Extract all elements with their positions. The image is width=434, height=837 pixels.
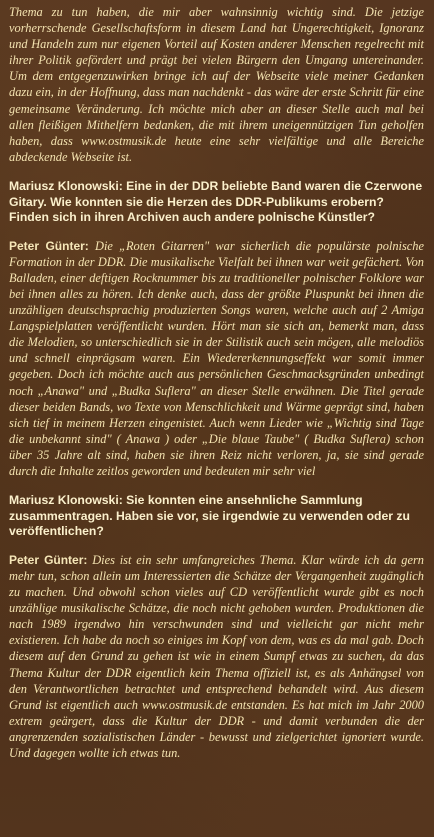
question-2: Mariusz Klonowski: Sie konnten eine ansehnliche Sammlung zusammentragen. Haben sie vor, sie irgendwie zu verwenden oder zu veröffentlichen? — [9, 493, 410, 539]
answer-2-text: Dies ist ein sehr umfangreiches Thema. Klar würde ich da gern mehr tun, schon allein um Interessierten die Schätze der Vergangenheit zugänglich zu machen. Und obwohl schon vieles auf CD veröffentlicht wurde gibt es noch unzählige musikalische Schätze, die noch nicht gehoben wurden. Produktionen die nach 1989 irgendwo hin verschwunden sind und vielleicht gar nicht mehr existieren. Ich habe da noch so einiges im Kopf von dem, was es da mal gab. Doch diesem auf den Grund zu gehen ist wie in einem Sumpf etwas zu suchen, da das Thema Kultur der DDR eigentlich kein Thema offiziell ist, es als Anhängsel von den Verantwortlichen betrachtet und entsprechend behandelt wird. Aus diesem Grund ist eigentlich auch www.ostmusik.de entstanden. Es hat mich im Jahr 2000 extrem geärgert, dass die Kultur der DDR - und damit verbunden die der angrenzenden sozialistischen Länder - bewusst und zielgerichtet ignoriert wurde. Und dagegen wollte ich etwas tun. — [9, 552, 424, 761]
answer-1-text: Die „Roten Gitarren" war sicherlich die populärste polnische Formation in der DDR. Die musikalische Vielfalt bei ihnen war weit gefächert. Von Balladen, einer deftigen Rocknummer bis zu traditioneller polnischer Folklore war bei ihnen alles zu hören. Ich denke auch, dass der größte Pluspunkt bei ihnen die unzähligen deutschsprachig produzierten Songs waren, welche auch auf 2 Amiga Langspielplatten veröffentlicht wurden. Hört man sie sich an, bemerkt man, dass die Melodien, so unterschiedlich sie in der Stilistik auch sein mögen, alle melodiös und schnell einprägsam waren. Ein Wiedererkennungseffekt war somit immer gegeben. Doch ich möchte auch aus persönlichen Geschmacksgründen unbedingt noch „Anawa" und „Budka Suflera" an dieser Stelle erwähnen. Die Titel gerade dieser beiden Bands, wo Texte von Menschlichkeit und Wärme geprägt sind, haben sich tief in meinem Herzen eingenistet. Auch wenn Lieder wie „Wichtig sind Tage die unbekannt sind" ( Anawa ) oder „Die blaue Taube" ( Budka Suflera) schon über 35 Jahre alt sind, haben sie ihren Reiz nicht verloren, ja, sie sind gerade durch die Inhalte zeitlos geworden und bedeuten mir sehr viel — [9, 238, 424, 479]
spacer — [9, 226, 424, 238]
intro-paragraph: Thema zu tun haben, die mir aber wahnsinnig wichtig sind. Die jetzige vorherrschende Gesellschaftsform in diesem Land hat Ungerechtigkeit, Ignoranz und Handeln zum nur eigenen Vorteil auf Kosten anderer Menschen regelrecht mit ihrer Politik gefördert und prägt bei vielen Bürgern den Umgang untereinander. Um dem entgegenzuwirken bringe ich auf der Webseite viele meiner Gedanken dazu ein, in der Hoffnung, dass man nachdenkt - das wäre der erste Schritt für eine gemeinsame Veränderung. Ich möchte mich aber an dieser Stelle auch mal bei allen fleißigen Mithelfern bedanken, die mit ihrem uneigennützigen Tun geholfen haben, dass www.ostmusik.de heute eine sehr vielfältige und alle Bereiche abdeckende Webseite ist. — [9, 5, 424, 164]
answer-2-speaker: Peter Günter: — [9, 552, 88, 567]
question-1: Mariusz Klonowski: Eine in der DDR beliebte Band waren die Czerwone Gitary. Wie konnten sie die Herzen des DDR-Publikums erobern? Finden sich in ihren Archiven auch andere polnische Künstler? — [9, 178, 423, 225]
spacer — [9, 540, 424, 552]
answer-2 — [9, 552, 424, 761]
spacer — [9, 165, 424, 179]
answer-1 — [9, 238, 424, 479]
spacer — [9, 479, 424, 493]
answer-1-speaker: Peter Günter: — [9, 238, 89, 253]
